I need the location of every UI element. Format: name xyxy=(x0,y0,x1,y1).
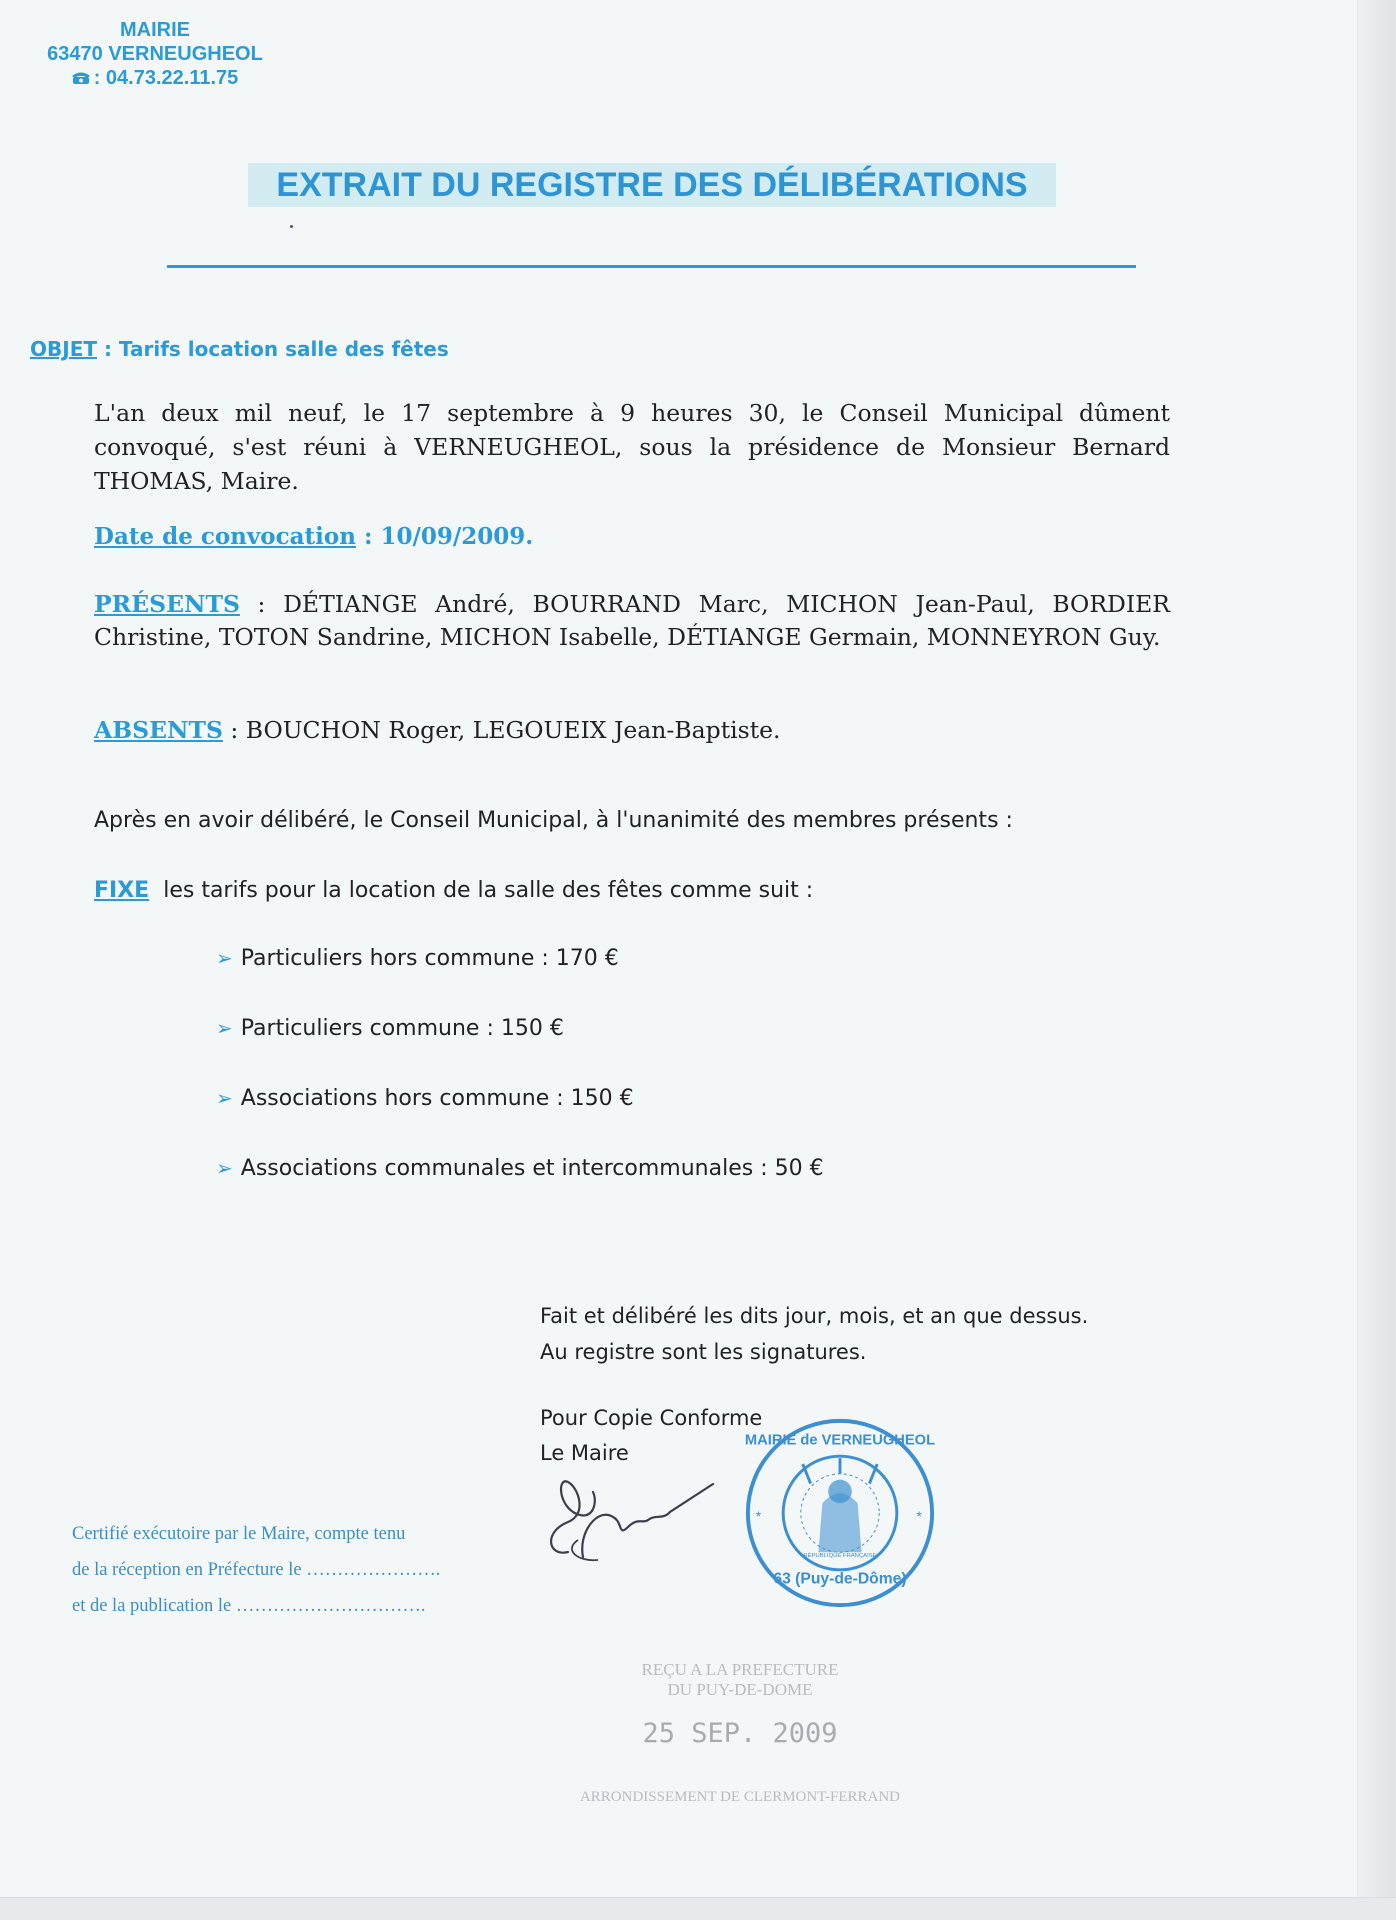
absents-text: : BOUCHON Roger, LEGOUEIX Jean-Baptiste. xyxy=(222,716,781,744)
objet-text: : Tarifs location salle des fêtes xyxy=(97,337,449,361)
convocation-date: : 10/09/2009. xyxy=(355,523,534,550)
fixe-label: FIXE xyxy=(94,878,150,903)
certification-publication-line: et de la publication le …………………………. xyxy=(72,1596,426,1616)
tarif-text: Associations communales et intercommunales : 50 € xyxy=(240,1156,824,1181)
copie-conforme: Pour Copie Conforme xyxy=(540,1406,763,1430)
absents-label: ABSENTS xyxy=(94,716,223,744)
tarif-text: Associations hors commune : 150 € xyxy=(240,1086,634,1111)
copie-block xyxy=(540,1401,762,1471)
deliberation-line: Après en avoir délibéré, le Conseil Municipal, à l'unanimité des membres présents : xyxy=(94,808,1013,833)
header-phone-line xyxy=(30,66,280,90)
tarif-item xyxy=(216,1156,824,1181)
page-bottom-edge xyxy=(0,1897,1396,1920)
presents-paragraph xyxy=(94,588,1170,654)
arrow-bullet-icon: ➢ xyxy=(216,1086,233,1110)
scan-speck xyxy=(290,225,293,228)
seal-center-text: RÉPUBLIQUE FRANÇAISE xyxy=(803,1553,877,1560)
tarif-text: Particuliers hors commune : 170 € xyxy=(240,946,619,971)
convocation-line xyxy=(94,523,533,550)
telephone-icon xyxy=(72,71,90,85)
svg-text:*: * xyxy=(755,1508,762,1524)
fixe-text: les tarifs pour la location de la salle des fêtes comme suit : xyxy=(163,878,814,903)
tarif-item xyxy=(216,1016,564,1041)
mairie-seal xyxy=(742,1415,938,1611)
absents-line xyxy=(94,716,781,744)
closing-line: Fait et délibéré les dits jour, mois, et an que dessus. xyxy=(540,1304,1089,1328)
certification-prefecture-line: de la réception en Préfecture le …………………. xyxy=(72,1560,441,1580)
closing-signatures-line: Au registre sont les signatures. xyxy=(540,1340,867,1364)
tarif-item xyxy=(216,1086,634,1111)
presents-label: PRÉSENTS xyxy=(94,590,240,618)
arrow-bullet-icon: ➢ xyxy=(216,946,233,970)
arrow-bullet-icon: ➢ xyxy=(216,1156,233,1180)
fixe-line xyxy=(94,878,813,903)
recu-line: REÇU A LA PREFECTURE xyxy=(641,1660,839,1679)
title-highlight xyxy=(248,163,1056,207)
header-phone: : 04.73.22.11.75 xyxy=(93,67,239,89)
recu-arrondissement: ARRONDISSEMENT DE CLERMONT-FERRAND xyxy=(579,1789,901,1805)
tarif-text: Particuliers commune : 150 € xyxy=(240,1016,564,1041)
seal-bottom-text: 63 (Puy-de-Dôme) xyxy=(773,1570,907,1588)
convocation-label: Date de convocation xyxy=(94,523,356,550)
intro-paragraph: L'an deux mil neuf, le 17 septembre à 9 heures 30, le Conseil Municipal dûment convoqué, s'est réuni à VERNEUGHEOL, sous la présidence de Monsieur Bernard THOMAS, Maire. xyxy=(94,399,1170,495)
recu-date: 25 SEP. 2009 xyxy=(642,1718,838,1749)
recu-departement: DU PUY-DE-DOME xyxy=(667,1680,813,1699)
certification-line: Certifié exécutoire par le Maire, compte tenu xyxy=(72,1524,406,1544)
objet-line xyxy=(30,337,449,361)
tarif-item xyxy=(216,946,619,971)
mayor-signature xyxy=(538,1462,718,1572)
arrow-bullet-icon: ➢ xyxy=(216,1016,233,1040)
le-maire: Le Maire xyxy=(540,1441,629,1465)
title-rule xyxy=(167,265,1136,268)
closing-block xyxy=(540,1298,1088,1370)
seal-top-text: MAIRIE de VERNEUGHEOL xyxy=(744,1432,936,1449)
header-address: 63470 VERNEUGHEOL xyxy=(47,43,263,65)
header-mairie: MAIRIE xyxy=(120,19,190,41)
certification-block xyxy=(72,1516,440,1624)
presents-text: : DÉTIANGE André, BOURRAND Marc, MICHON Jean-Paul, BORDIER Christine, TOTON Sandrine, MICHON Isabelle, DÉTIANGE Germain, MONNEYRON Guy. xyxy=(94,590,1170,651)
objet-label: OBJET xyxy=(30,337,97,361)
page-edge-shadow xyxy=(1357,0,1396,1920)
document-title: EXTRAIT DU REGISTRE DES DÉLIBÉRATIONS xyxy=(276,166,1028,204)
prefecture-reception-stamp xyxy=(560,1660,920,1806)
svg-text:*: * xyxy=(916,1508,922,1524)
mairie-header xyxy=(30,18,280,90)
